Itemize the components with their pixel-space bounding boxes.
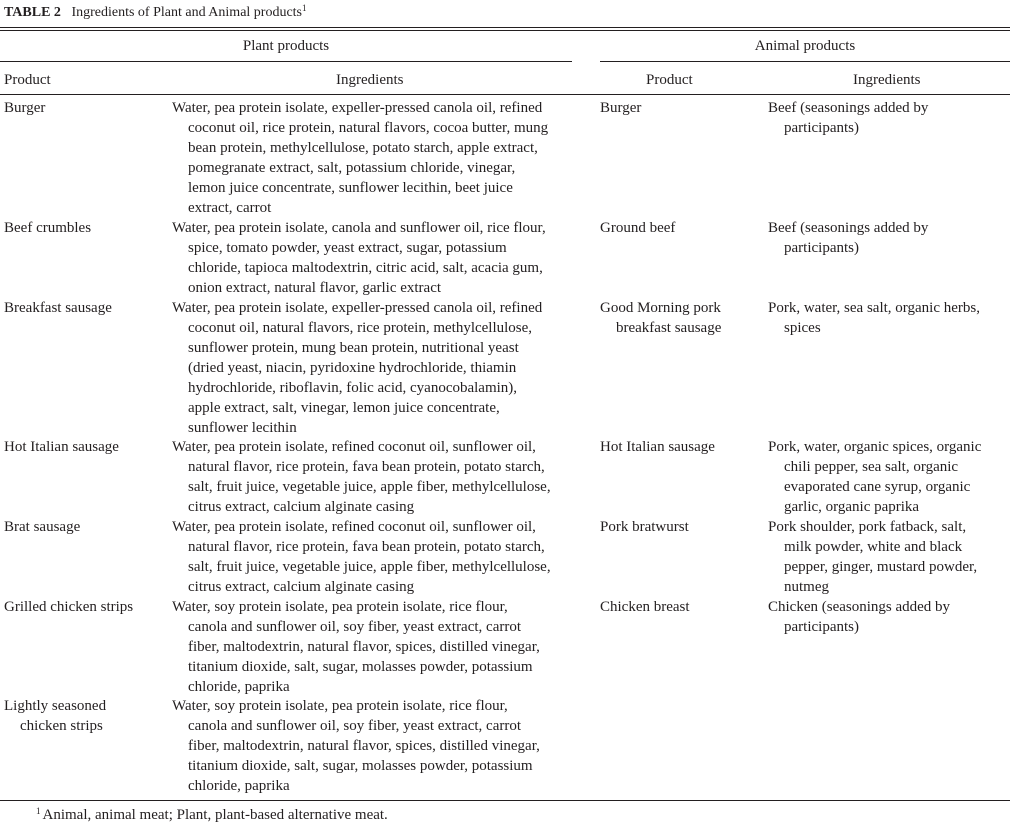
cell-line: citrus extract, calcium alginate casing [188, 579, 415, 595]
cell-line: milk powder, white and black [784, 539, 963, 555]
cell-line: nutmeg [784, 579, 829, 595]
cell-plant-product [4, 218, 91, 238]
cell-line: Burger [600, 100, 642, 116]
cell-plant-product [4, 517, 80, 537]
cell-line: Chicken breast [600, 599, 690, 615]
cell-line: titanium dioxide, salt, sugar, molasses powder, potassium [188, 758, 533, 774]
cell-line: chloride, tapioca maltodextrin, citric acid, salt, acacia gum, [188, 260, 543, 276]
cell-line: garlic, organic paprika [784, 499, 920, 515]
cell-plant-ingredients [172, 98, 548, 218]
column-header-animal-ingredients: Ingredients [853, 72, 921, 88]
cell-line: Beef (seasonings added by [768, 100, 929, 116]
cell-line: canola and sunflower oil, soy fiber, yeast extract, carrot [188, 619, 522, 635]
cell-animal-ingredients [768, 98, 928, 138]
column-header-plant-ingredients: Ingredients [336, 72, 404, 88]
cell-line: sunflower lecithin [188, 420, 297, 436]
cell-line: Water, pea protein isolate, expeller-pressed canola oil, refined [172, 300, 543, 316]
cell-plant-ingredients [172, 696, 540, 796]
cell-line: chloride, paprika [188, 778, 290, 794]
cell-line: salt, fruit juice, vegetable juice, apple fiber, methylcellulose, [188, 479, 551, 495]
cell-line: participants) [784, 240, 859, 256]
cell-animal-ingredients [768, 218, 928, 258]
cell-line: Burger [4, 100, 46, 116]
footnote-text: Animal, animal meat; Plant, plant-based alternative meat. [42, 807, 388, 823]
cell-line: coconut oil, natural flavors, rice protein, methylcellulose, [188, 320, 533, 336]
cell-plant-product [4, 696, 106, 736]
group-rule-plant [0, 61, 572, 62]
cell-line: Breakfast sausage [4, 300, 112, 316]
cell-line: Pork bratwurst [600, 519, 689, 535]
cell-line: Ground beef [600, 220, 676, 236]
cell-line: evaporated cane syrup, organic [784, 479, 971, 495]
cell-line: participants) [784, 120, 859, 136]
cell-line: Water, pea protein isolate, refined coconut oil, sunflower oil, [172, 439, 536, 455]
cell-line: spices [784, 320, 821, 336]
cell-line: (dried yeast, niacin, pyridoxine hydrochloride, thiamin [188, 360, 517, 376]
title-footnote-marker: 1 [302, 3, 307, 13]
cell-line: lemon juice concentrate, sunflower lecithin, beet juice [188, 180, 513, 196]
cell-line: Chicken (seasonings added by [768, 599, 951, 615]
cell-animal-ingredients [768, 517, 977, 597]
cell-line: natural flavor, rice protein, fava bean protein, potato starch, [188, 539, 545, 555]
cell-line: hydrochloride, riboflavin, folic acid, cyanocobalamin), [188, 380, 518, 396]
cell-line: Water, pea protein isolate, refined coconut oil, sunflower oil, [172, 519, 536, 535]
cell-animal-ingredients [768, 597, 950, 637]
cell-line: Pork shoulder, pork fatback, salt, [768, 519, 967, 535]
cell-animal-product [600, 298, 721, 338]
top-rule-upper [0, 27, 1010, 28]
cell-line: titanium dioxide, salt, sugar, molasses powder, potassium [188, 659, 533, 675]
cell-plant-product [4, 298, 112, 318]
cell-line: Hot Italian sausage [600, 439, 715, 455]
cell-plant-ingredients [172, 218, 546, 298]
cell-line: salt, fruit juice, vegetable juice, apple fiber, methylcellulose, [188, 559, 551, 575]
cell-line: Brat sausage [4, 519, 81, 535]
cell-line: Water, soy protein isolate, pea protein isolate, rice flour, [172, 599, 508, 615]
cell-line: coconut oil, rice protein, natural flavors, cocoa butter, mung [188, 120, 549, 136]
cell-line: apple extract, salt, vinegar, lemon juice concentrate, [188, 400, 500, 416]
cell-animal-ingredients [768, 437, 981, 517]
cell-line: bean protein, methylcellulose, potato starch, apple extract, [188, 140, 538, 156]
cell-line: citrus extract, calcium alginate casing [188, 499, 415, 515]
group-rule-animal [600, 61, 1010, 62]
column-header-plant-product: Product [4, 72, 51, 88]
cell-line: Water, pea protein isolate, canola and sunflower oil, rice flour, [172, 220, 546, 236]
cell-line: Good Morning pork [600, 300, 721, 316]
cell-plant-product [4, 98, 45, 118]
cell-plant-ingredients [172, 517, 551, 597]
table-title: Ingredients of Plant and Animal products [71, 5, 303, 20]
cell-line: fiber, maltodextrin, natural flavor, spices, distilled vinegar, [188, 738, 540, 754]
cell-animal-ingredients [768, 298, 980, 338]
cell-animal-product [600, 437, 715, 457]
group-header-plant: Plant products [242, 38, 330, 54]
cell-line: extract, carrot [188, 200, 272, 216]
cell-line: Grilled chicken strips [4, 599, 134, 615]
cell-plant-ingredients [172, 597, 540, 697]
group-header-animal: Animal products [754, 38, 856, 54]
cell-line: canola and sunflower oil, soy fiber, yeast extract, carrot [188, 718, 522, 734]
header-rule [0, 94, 1010, 95]
cell-plant-product [4, 437, 119, 457]
cell-line: fiber, maltodextrin, natural flavor, spices, distilled vinegar, [188, 639, 540, 655]
cell-line: Beef (seasonings added by [768, 220, 929, 236]
cell-animal-product [600, 597, 690, 617]
cell-line: sunflower protein, mung bean protein, nutritional yeast [188, 340, 519, 356]
column-header-animal-product: Product [646, 72, 693, 88]
cell-line: Beef crumbles [4, 220, 92, 236]
cell-line: participants) [784, 619, 859, 635]
cell-line: breakfast sausage [616, 320, 722, 336]
cell-line: pepper, ginger, mustard powder, [784, 559, 978, 575]
cell-animal-product [600, 218, 675, 238]
cell-line: chloride, paprika [188, 679, 290, 695]
table-footnote [36, 807, 388, 823]
cell-line: Water, pea protein isolate, expeller-pressed canola oil, refined [172, 100, 543, 116]
bottom-rule [0, 800, 1010, 801]
cell-line: Pork, water, sea salt, organic herbs, [768, 300, 980, 316]
footnote-marker: 1 [36, 806, 41, 816]
cell-plant-ingredients [172, 437, 551, 517]
cell-line: Hot Italian sausage [4, 439, 119, 455]
cell-line: natural flavor, rice protein, fava bean protein, potato starch, [188, 459, 545, 475]
cell-animal-product [600, 98, 641, 118]
cell-line: chicken strips [20, 718, 103, 734]
cell-plant-product [4, 597, 133, 617]
top-rule-lower [0, 30, 1010, 31]
cell-line: spice, tomato powder, yeast extract, sugar, potassium [188, 240, 507, 256]
cell-animal-product [600, 517, 689, 537]
table-caption [4, 5, 307, 21]
table-label: TABLE 2 [4, 5, 61, 20]
cell-line: pomegranate extract, salt, potassium chloride, vinegar, [188, 160, 516, 176]
cell-line: Water, soy protein isolate, pea protein isolate, rice flour, [172, 698, 508, 714]
cell-plant-ingredients [172, 298, 542, 438]
cell-line: Lightly seasoned [4, 698, 107, 714]
cell-line: chili pepper, sea salt, organic [784, 459, 959, 475]
cell-line: Pork, water, organic spices, organic [768, 439, 982, 455]
cell-line: onion extract, natural flavor, garlic extract [188, 280, 442, 296]
